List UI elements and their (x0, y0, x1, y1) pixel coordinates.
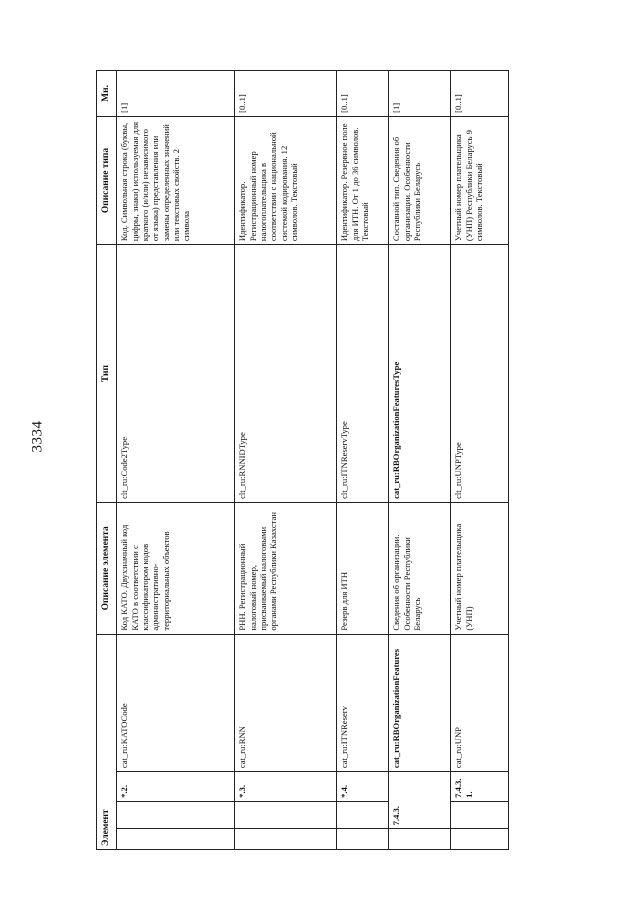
row-element-name: cat_ru:UNP (451, 634, 509, 771)
indent-cell (451, 829, 509, 850)
row-mn: [0..1] (235, 71, 337, 117)
indent-cell (337, 801, 389, 828)
row-element-name: cat_ru:KATOCode (117, 634, 235, 771)
header-type: Тип (97, 245, 117, 503)
row-element-desc: Сведения об организации. Особенности Республики Беларусь (389, 502, 451, 634)
row-type: cat_ru:RBOrganizationFeaturesType (389, 245, 451, 503)
row-mn: [0..1] (337, 71, 389, 117)
rotated-table-wrapper (96, 70, 510, 850)
row-element-name: cat_ru:RBOrganizationFeatures (389, 634, 451, 771)
table-row (451, 71, 509, 850)
row-type: clt_ru:ITNReservType (337, 245, 389, 503)
row-type-desc: Идентификатор. Регистрационный номер налогоплательщика в соответствии с национальной системой кодирования. 12 символов. Текстовый (235, 116, 337, 244)
header-mn: Мн. (97, 71, 117, 117)
row-mn: [0..1] (451, 71, 509, 117)
element-table (96, 70, 509, 850)
row-number: 7.4.3. (389, 772, 451, 829)
row-mn: [1] (117, 71, 235, 117)
indent-cell (235, 829, 337, 850)
row-element-desc: РНН. Регистрационный налоговый номер, присваиваемый налоговыми органами Республики Казахстан (235, 502, 337, 634)
row-type: clt_ru:UNPType (451, 245, 509, 503)
row-type-desc: Код. Символьная строка (буквы, цифры, знаки) используемая для краткого (и/или) независимого от языка) представления или замены определенных значений или текстовых свойств. 2 символа (117, 116, 235, 244)
indent-cell (117, 829, 235, 850)
table-row (117, 71, 235, 850)
row-number: *.4. (337, 772, 389, 802)
row-type-desc: Составной тип. Сведения об организации. Особенности Республики Беларусь (389, 116, 451, 244)
header-type-desc: Описание типа (97, 116, 117, 244)
table-stage (96, 70, 510, 850)
row-number: 7.4.3.1. (451, 772, 509, 802)
row-type: clt_ru:RNNIDType (235, 245, 337, 503)
row-type: clt_ru:Code2Type (117, 245, 235, 503)
table-row (235, 71, 337, 850)
header-element: Элемент (97, 634, 117, 849)
row-mn: [1] (389, 71, 451, 117)
row-element-desc: Резерв для ИТН (337, 502, 389, 634)
table-row (337, 71, 389, 850)
indent-cell (117, 801, 235, 828)
row-element-desc: Код КАТО. Двухзначный код КАТО в соответствии с классификатором кодов административно-территориальных объектов (117, 502, 235, 634)
row-number: *.2. (117, 772, 235, 802)
indent-cell (389, 829, 451, 850)
row-type-desc: Учетный номер плательщика (УНП) Республики Беларусь 9 символов. Текстовый (451, 116, 509, 244)
page-number: 3334 (29, 420, 46, 453)
row-element-name: cat_ru:ITNReserv (337, 634, 389, 771)
indent-cell (235, 801, 337, 828)
row-number: *.3. (235, 772, 337, 802)
row-type-desc: Идентификатор. Резервное поле для ИТН. От 1 до 36 символов. Текстовый (337, 116, 389, 244)
table-header-row (97, 71, 117, 850)
row-element-name: cat_ru:RNN (235, 634, 337, 771)
row-element-desc: Учетный номер плательщика (УНП) (451, 502, 509, 634)
header-element-desc: Описание элемента (97, 502, 117, 634)
table-row (389, 71, 451, 850)
indent-cell (451, 801, 509, 828)
indent-cell (337, 829, 389, 850)
